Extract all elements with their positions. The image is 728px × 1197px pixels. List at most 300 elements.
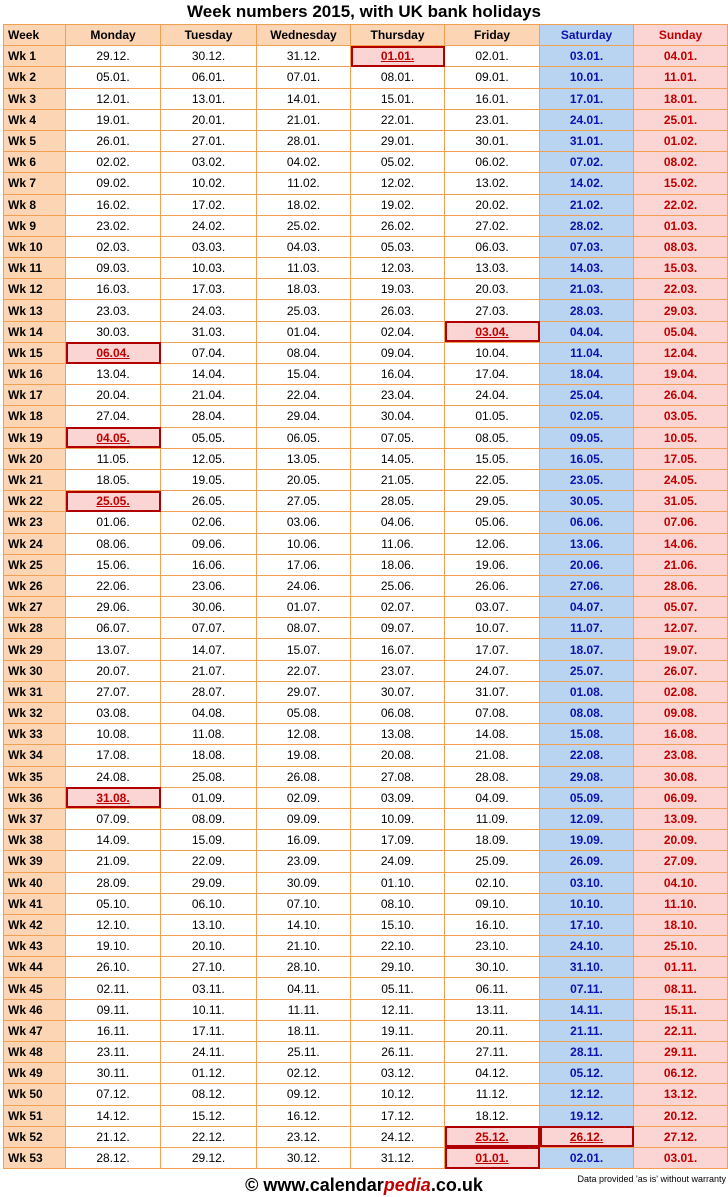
date-cell-monday: 27.07.: [66, 681, 161, 702]
date-cell-sunday: 03.01.: [634, 1147, 728, 1168]
date-cell-saturday: 31.01.: [540, 130, 634, 151]
week-number-cell: Wk 36: [4, 787, 66, 808]
date-cell-sunday: 14.06.: [634, 533, 728, 554]
holiday-date-cell: 06.04.: [66, 342, 161, 363]
date-cell-friday: 02.10.: [445, 872, 540, 893]
week-row: [4, 597, 728, 618]
date-cell-thursday: 03.09.: [351, 787, 445, 808]
week-row: [4, 618, 728, 639]
date-cell-wednesday: 25.03.: [257, 300, 351, 321]
date-cell-monday: 14.12.: [66, 1105, 161, 1126]
date-cell-friday: 05.06.: [445, 512, 540, 533]
date-cell-wednesday: 10.06.: [257, 533, 351, 554]
date-cell-thursday: 17.12.: [351, 1105, 445, 1126]
holiday-date-cell: 25.12.: [445, 1126, 540, 1147]
date-cell-wednesday: 29.07.: [257, 681, 351, 702]
date-cell-thursday: 12.11.: [351, 999, 445, 1020]
header-friday: Friday: [445, 25, 540, 46]
date-cell-saturday: 25.07.: [540, 660, 634, 681]
date-cell-friday: 25.09.: [445, 851, 540, 872]
date-cell-tuesday: 25.08.: [161, 766, 257, 787]
date-cell-saturday: 24.10.: [540, 936, 634, 957]
date-cell-friday: 26.06.: [445, 575, 540, 596]
header-tuesday: Tuesday: [161, 25, 257, 46]
week-row: [4, 279, 728, 300]
date-cell-sunday: 08.03.: [634, 236, 728, 257]
date-cell-sunday: 26.07.: [634, 660, 728, 681]
week-number-cell: Wk 17: [4, 385, 66, 406]
date-cell-sunday: 07.06.: [634, 512, 728, 533]
date-cell-thursday: 15.01.: [351, 88, 445, 109]
date-cell-sunday: 12.07.: [634, 618, 728, 639]
date-cell-wednesday: 12.08.: [257, 724, 351, 745]
date-cell-saturday: 02.01.: [540, 1147, 634, 1168]
date-cell-tuesday: 31.03.: [161, 321, 257, 342]
date-cell-thursday: 18.06.: [351, 554, 445, 575]
week-number-cell: Wk 30: [4, 660, 66, 681]
date-cell-thursday: 13.08.: [351, 724, 445, 745]
week-row: [4, 851, 728, 872]
week-row: [4, 914, 728, 935]
date-cell-saturday: 16.05.: [540, 448, 634, 469]
date-cell-friday: 06.03.: [445, 236, 540, 257]
date-cell-thursday: 29.01.: [351, 130, 445, 151]
date-cell-monday: 09.11.: [66, 999, 161, 1020]
week-number-cell: Wk 21: [4, 469, 66, 490]
week-number-cell: Wk 28: [4, 618, 66, 639]
date-cell-tuesday: 21.07.: [161, 660, 257, 681]
date-cell-thursday: 12.02.: [351, 173, 445, 194]
date-cell-wednesday: 25.11.: [257, 1042, 351, 1063]
date-cell-thursday: 26.02.: [351, 215, 445, 236]
date-cell-thursday: 12.03.: [351, 258, 445, 279]
date-cell-tuesday: 24.03.: [161, 300, 257, 321]
date-cell-friday: 16.10.: [445, 914, 540, 935]
date-cell-friday: 23.10.: [445, 936, 540, 957]
date-cell-sunday: 12.04.: [634, 342, 728, 363]
date-cell-monday: 26.01.: [66, 130, 161, 151]
date-cell-thursday: 09.04.: [351, 342, 445, 363]
date-cell-tuesday: 26.05.: [161, 491, 257, 512]
week-number-cell: Wk 34: [4, 745, 66, 766]
date-cell-wednesday: 20.05.: [257, 469, 351, 490]
date-cell-friday: 27.02.: [445, 215, 540, 236]
date-cell-saturday: 17.01.: [540, 88, 634, 109]
date-cell-wednesday: 26.08.: [257, 766, 351, 787]
date-cell-wednesday: 21.10.: [257, 936, 351, 957]
week-number-cell: Wk 41: [4, 893, 66, 914]
date-cell-thursday: 27.08.: [351, 766, 445, 787]
week-row: [4, 808, 728, 829]
date-cell-sunday: 30.08.: [634, 766, 728, 787]
date-cell-friday: 08.05.: [445, 427, 540, 448]
date-cell-thursday: 08.10.: [351, 893, 445, 914]
date-cell-thursday: 01.10.: [351, 872, 445, 893]
holiday-date-cell: 26.12.: [540, 1126, 634, 1147]
date-cell-monday: 20.04.: [66, 385, 161, 406]
date-cell-saturday: 11.04.: [540, 342, 634, 363]
date-cell-tuesday: 03.11.: [161, 978, 257, 999]
week-number-cell: Wk 44: [4, 957, 66, 978]
date-cell-thursday: 26.11.: [351, 1042, 445, 1063]
date-cell-saturday: 07.02.: [540, 152, 634, 173]
week-number-cell: Wk 2: [4, 67, 66, 88]
date-cell-saturday: 05.12.: [540, 1063, 634, 1084]
date-cell-monday: 22.06.: [66, 575, 161, 596]
date-cell-wednesday: 06.05.: [257, 427, 351, 448]
date-cell-monday: 16.02.: [66, 194, 161, 215]
date-cell-tuesday: 05.05.: [161, 427, 257, 448]
date-cell-saturday: 03.10.: [540, 872, 634, 893]
date-cell-saturday: 22.08.: [540, 745, 634, 766]
week-number-cell: Wk 52: [4, 1126, 66, 1147]
date-cell-wednesday: 14.10.: [257, 914, 351, 935]
date-cell-tuesday: 17.03.: [161, 279, 257, 300]
date-cell-friday: 27.03.: [445, 300, 540, 321]
date-cell-friday: 06.11.: [445, 978, 540, 999]
week-row: [4, 1084, 728, 1105]
date-cell-monday: 20.07.: [66, 660, 161, 681]
date-cell-saturday: 06.06.: [540, 512, 634, 533]
week-number-cell: Wk 11: [4, 258, 66, 279]
date-cell-saturday: 07.11.: [540, 978, 634, 999]
week-row: [4, 130, 728, 151]
date-cell-thursday: 26.03.: [351, 300, 445, 321]
date-cell-wednesday: 28.10.: [257, 957, 351, 978]
date-cell-saturday: 21.03.: [540, 279, 634, 300]
date-cell-thursday: 19.11.: [351, 1020, 445, 1041]
date-cell-wednesday: 27.05.: [257, 491, 351, 512]
week-number-cell: Wk 43: [4, 936, 66, 957]
date-cell-sunday: 09.08.: [634, 703, 728, 724]
week-row: [4, 364, 728, 385]
week-number-cell: Wk 22: [4, 491, 66, 512]
date-cell-tuesday: 24.02.: [161, 215, 257, 236]
date-cell-sunday: 27.09.: [634, 851, 728, 872]
date-cell-monday: 12.01.: [66, 88, 161, 109]
date-cell-wednesday: 15.07.: [257, 639, 351, 660]
week-number-cell: Wk 39: [4, 851, 66, 872]
date-cell-wednesday: 31.12.: [257, 46, 351, 67]
date-cell-tuesday: 28.04.: [161, 406, 257, 427]
date-cell-thursday: 05.02.: [351, 152, 445, 173]
date-cell-monday: 23.02.: [66, 215, 161, 236]
week-row: [4, 766, 728, 787]
date-cell-sunday: 13.12.: [634, 1084, 728, 1105]
date-cell-monday: 16.11.: [66, 1020, 161, 1041]
footer-disclaimer: Data provided 'as is' without warranty: [577, 1174, 726, 1184]
date-cell-monday: 15.06.: [66, 554, 161, 575]
date-cell-tuesday: 04.08.: [161, 703, 257, 724]
date-cell-monday: 05.10.: [66, 893, 161, 914]
week-number-cell: Wk 13: [4, 300, 66, 321]
date-cell-wednesday: 01.04.: [257, 321, 351, 342]
date-cell-monday: 09.03.: [66, 258, 161, 279]
date-cell-saturday: 18.04.: [540, 364, 634, 385]
date-cell-monday: 01.06.: [66, 512, 161, 533]
date-cell-monday: 09.02.: [66, 173, 161, 194]
week-row: [4, 194, 728, 215]
date-cell-tuesday: 03.02.: [161, 152, 257, 173]
date-cell-sunday: 05.07.: [634, 597, 728, 618]
date-cell-sunday: 20.09.: [634, 830, 728, 851]
date-cell-monday: 02.02.: [66, 152, 161, 173]
date-cell-friday: 20.11.: [445, 1020, 540, 1041]
week-number-cell: Wk 53: [4, 1147, 66, 1168]
date-cell-wednesday: 23.12.: [257, 1126, 351, 1147]
date-cell-wednesday: 02.12.: [257, 1063, 351, 1084]
date-cell-sunday: 18.10.: [634, 914, 728, 935]
date-cell-wednesday: 18.02.: [257, 194, 351, 215]
date-cell-thursday: 09.07.: [351, 618, 445, 639]
header-monday: Monday: [66, 25, 161, 46]
date-cell-wednesday: 04.11.: [257, 978, 351, 999]
date-cell-friday: 30.01.: [445, 130, 540, 151]
date-cell-saturday: 29.08.: [540, 766, 634, 787]
date-cell-friday: 09.01.: [445, 67, 540, 88]
week-number-cell: Wk 18: [4, 406, 66, 427]
date-cell-saturday: 10.01.: [540, 67, 634, 88]
week-row: [4, 575, 728, 596]
date-cell-wednesday: 14.01.: [257, 88, 351, 109]
week-row: [4, 88, 728, 109]
date-cell-friday: 10.04.: [445, 342, 540, 363]
date-cell-saturday: 08.08.: [540, 703, 634, 724]
date-cell-sunday: 10.05.: [634, 427, 728, 448]
date-cell-saturday: 04.07.: [540, 597, 634, 618]
date-cell-friday: 23.01.: [445, 109, 540, 130]
date-cell-sunday: 06.09.: [634, 787, 728, 808]
date-cell-tuesday: 01.09.: [161, 787, 257, 808]
week-number-cell: Wk 33: [4, 724, 66, 745]
date-cell-saturday: 28.11.: [540, 1042, 634, 1063]
date-cell-monday: 29.06.: [66, 597, 161, 618]
date-cell-sunday: 08.02.: [634, 152, 728, 173]
date-cell-monday: 07.09.: [66, 808, 161, 829]
date-cell-wednesday: 28.01.: [257, 130, 351, 151]
date-cell-tuesday: 30.06.: [161, 597, 257, 618]
date-cell-tuesday: 24.11.: [161, 1042, 257, 1063]
date-cell-tuesday: 29.09.: [161, 872, 257, 893]
date-cell-tuesday: 23.06.: [161, 575, 257, 596]
week-number-cell: Wk 23: [4, 512, 66, 533]
date-cell-thursday: 05.03.: [351, 236, 445, 257]
date-cell-wednesday: 11.02.: [257, 173, 351, 194]
date-cell-wednesday: 11.11.: [257, 999, 351, 1020]
week-number-cell: Wk 15: [4, 342, 66, 363]
date-cell-friday: 16.01.: [445, 88, 540, 109]
date-cell-saturday: 28.02.: [540, 215, 634, 236]
date-cell-sunday: 29.03.: [634, 300, 728, 321]
date-cell-sunday: 26.04.: [634, 385, 728, 406]
date-cell-thursday: 19.02.: [351, 194, 445, 215]
date-cell-monday: 23.03.: [66, 300, 161, 321]
date-cell-monday: 13.07.: [66, 639, 161, 660]
date-cell-friday: 09.10.: [445, 893, 540, 914]
week-row: [4, 46, 728, 67]
week-row: [4, 1063, 728, 1084]
date-cell-monday: 24.08.: [66, 766, 161, 787]
date-cell-thursday: 24.09.: [351, 851, 445, 872]
date-cell-wednesday: 21.01.: [257, 109, 351, 130]
date-cell-friday: 04.09.: [445, 787, 540, 808]
week-number-cell: Wk 49: [4, 1063, 66, 1084]
week-row: [4, 978, 728, 999]
date-cell-tuesday: 10.02.: [161, 173, 257, 194]
date-cell-tuesday: 06.01.: [161, 67, 257, 88]
week-row: [4, 872, 728, 893]
week-row: [4, 703, 728, 724]
week-number-cell: Wk 1: [4, 46, 66, 67]
week-row: [4, 109, 728, 130]
date-cell-monday: 30.03.: [66, 321, 161, 342]
week-number-cell: Wk 45: [4, 978, 66, 999]
date-cell-tuesday: 08.09.: [161, 808, 257, 829]
date-cell-thursday: 10.12.: [351, 1084, 445, 1105]
date-cell-thursday: 08.01.: [351, 67, 445, 88]
date-cell-monday: 06.07.: [66, 618, 161, 639]
date-cell-friday: 20.03.: [445, 279, 540, 300]
date-cell-friday: 12.06.: [445, 533, 540, 554]
week-number-cell: Wk 35: [4, 766, 66, 787]
calendar-body: [4, 46, 728, 1169]
week-row: [4, 936, 728, 957]
date-cell-tuesday: 03.03.: [161, 236, 257, 257]
date-cell-saturday: 17.10.: [540, 914, 634, 935]
date-cell-wednesday: 22.07.: [257, 660, 351, 681]
date-cell-sunday: 19.07.: [634, 639, 728, 660]
date-cell-tuesday: 14.04.: [161, 364, 257, 385]
week-number-cell: Wk 48: [4, 1042, 66, 1063]
week-number-cell: Wk 38: [4, 830, 66, 851]
date-cell-sunday: 19.04.: [634, 364, 728, 385]
week-row: [4, 957, 728, 978]
date-cell-monday: 21.12.: [66, 1126, 161, 1147]
footer-site-pedia: pedia: [383, 1175, 431, 1195]
footer-site-prefix: © www.calendar: [245, 1175, 384, 1195]
date-cell-saturday: 18.07.: [540, 639, 634, 660]
date-cell-wednesday: 23.09.: [257, 851, 351, 872]
date-cell-wednesday: 04.03.: [257, 236, 351, 257]
date-cell-monday: 11.05.: [66, 448, 161, 469]
date-cell-monday: 08.06.: [66, 533, 161, 554]
date-cell-sunday: 15.03.: [634, 258, 728, 279]
date-cell-monday: 19.10.: [66, 936, 161, 957]
date-cell-sunday: 01.03.: [634, 215, 728, 236]
date-cell-wednesday: 08.07.: [257, 618, 351, 639]
date-cell-thursday: 14.05.: [351, 448, 445, 469]
week-number-cell: Wk 31: [4, 681, 66, 702]
date-cell-friday: 14.08.: [445, 724, 540, 745]
header-sunday: Sunday: [634, 25, 728, 46]
date-cell-sunday: 18.01.: [634, 88, 728, 109]
date-cell-monday: 27.04.: [66, 406, 161, 427]
week-row: [4, 1042, 728, 1063]
date-cell-monday: 17.08.: [66, 745, 161, 766]
week-row: [4, 1105, 728, 1126]
date-cell-saturday: 27.06.: [540, 575, 634, 596]
week-row: [4, 385, 728, 406]
date-cell-sunday: 15.11.: [634, 999, 728, 1020]
date-cell-monday: 16.03.: [66, 279, 161, 300]
date-cell-wednesday: 07.01.: [257, 67, 351, 88]
date-cell-sunday: 02.08.: [634, 681, 728, 702]
date-cell-wednesday: 09.09.: [257, 808, 351, 829]
date-cell-thursday: 05.11.: [351, 978, 445, 999]
week-number-cell: Wk 12: [4, 279, 66, 300]
date-cell-saturday: 10.10.: [540, 893, 634, 914]
date-cell-thursday: 28.05.: [351, 491, 445, 512]
header-thursday: Thursday: [351, 25, 445, 46]
date-cell-monday: 02.11.: [66, 978, 161, 999]
date-cell-friday: 22.05.: [445, 469, 540, 490]
date-cell-friday: 13.11.: [445, 999, 540, 1020]
date-cell-saturday: 12.09.: [540, 808, 634, 829]
date-cell-monday: 05.01.: [66, 67, 161, 88]
date-cell-thursday: 02.07.: [351, 597, 445, 618]
date-cell-tuesday: 02.06.: [161, 512, 257, 533]
date-cell-wednesday: 30.09.: [257, 872, 351, 893]
date-cell-saturday: 12.12.: [540, 1084, 634, 1105]
week-row: [4, 491, 728, 512]
date-cell-wednesday: 18.11.: [257, 1020, 351, 1041]
date-cell-friday: 17.04.: [445, 364, 540, 385]
date-cell-saturday: 09.05.: [540, 427, 634, 448]
date-cell-sunday: 16.08.: [634, 724, 728, 745]
week-number-cell: Wk 7: [4, 173, 66, 194]
date-cell-monday: 23.11.: [66, 1042, 161, 1063]
date-cell-thursday: 17.09.: [351, 830, 445, 851]
date-cell-thursday: 03.12.: [351, 1063, 445, 1084]
date-cell-tuesday: 16.06.: [161, 554, 257, 575]
date-cell-tuesday: 17.11.: [161, 1020, 257, 1041]
date-cell-saturday: 14.02.: [540, 173, 634, 194]
date-cell-monday: 28.12.: [66, 1147, 161, 1168]
date-cell-tuesday: 14.07.: [161, 639, 257, 660]
date-cell-friday: 13.02.: [445, 173, 540, 194]
date-cell-thursday: 15.10.: [351, 914, 445, 935]
date-cell-tuesday: 10.03.: [161, 258, 257, 279]
date-cell-wednesday: 07.10.: [257, 893, 351, 914]
date-cell-thursday: 16.04.: [351, 364, 445, 385]
week-row: [4, 787, 728, 808]
date-cell-tuesday: 12.05.: [161, 448, 257, 469]
date-cell-thursday: 30.04.: [351, 406, 445, 427]
date-cell-saturday: 21.02.: [540, 194, 634, 215]
date-cell-wednesday: 13.05.: [257, 448, 351, 469]
date-cell-monday: 12.10.: [66, 914, 161, 935]
week-row: [4, 300, 728, 321]
date-cell-thursday: 16.07.: [351, 639, 445, 660]
date-cell-wednesday: 15.04.: [257, 364, 351, 385]
date-cell-tuesday: 11.08.: [161, 724, 257, 745]
date-cell-tuesday: 17.02.: [161, 194, 257, 215]
date-cell-sunday: 11.01.: [634, 67, 728, 88]
date-cell-saturday: 19.09.: [540, 830, 634, 851]
date-cell-tuesday: 07.07.: [161, 618, 257, 639]
page-title: Week numbers 2015, with UK bank holidays: [187, 2, 541, 21]
date-cell-thursday: 21.05.: [351, 469, 445, 490]
date-cell-saturday: 01.08.: [540, 681, 634, 702]
date-cell-saturday: 28.03.: [540, 300, 634, 321]
week-number-cell: Wk 37: [4, 808, 66, 829]
date-cell-saturday: 31.10.: [540, 957, 634, 978]
week-number-cell: Wk 9: [4, 215, 66, 236]
date-cell-sunday: 04.10.: [634, 872, 728, 893]
date-cell-thursday: 22.10.: [351, 936, 445, 957]
week-number-cell: Wk 16: [4, 364, 66, 385]
date-cell-saturday: 05.09.: [540, 787, 634, 808]
